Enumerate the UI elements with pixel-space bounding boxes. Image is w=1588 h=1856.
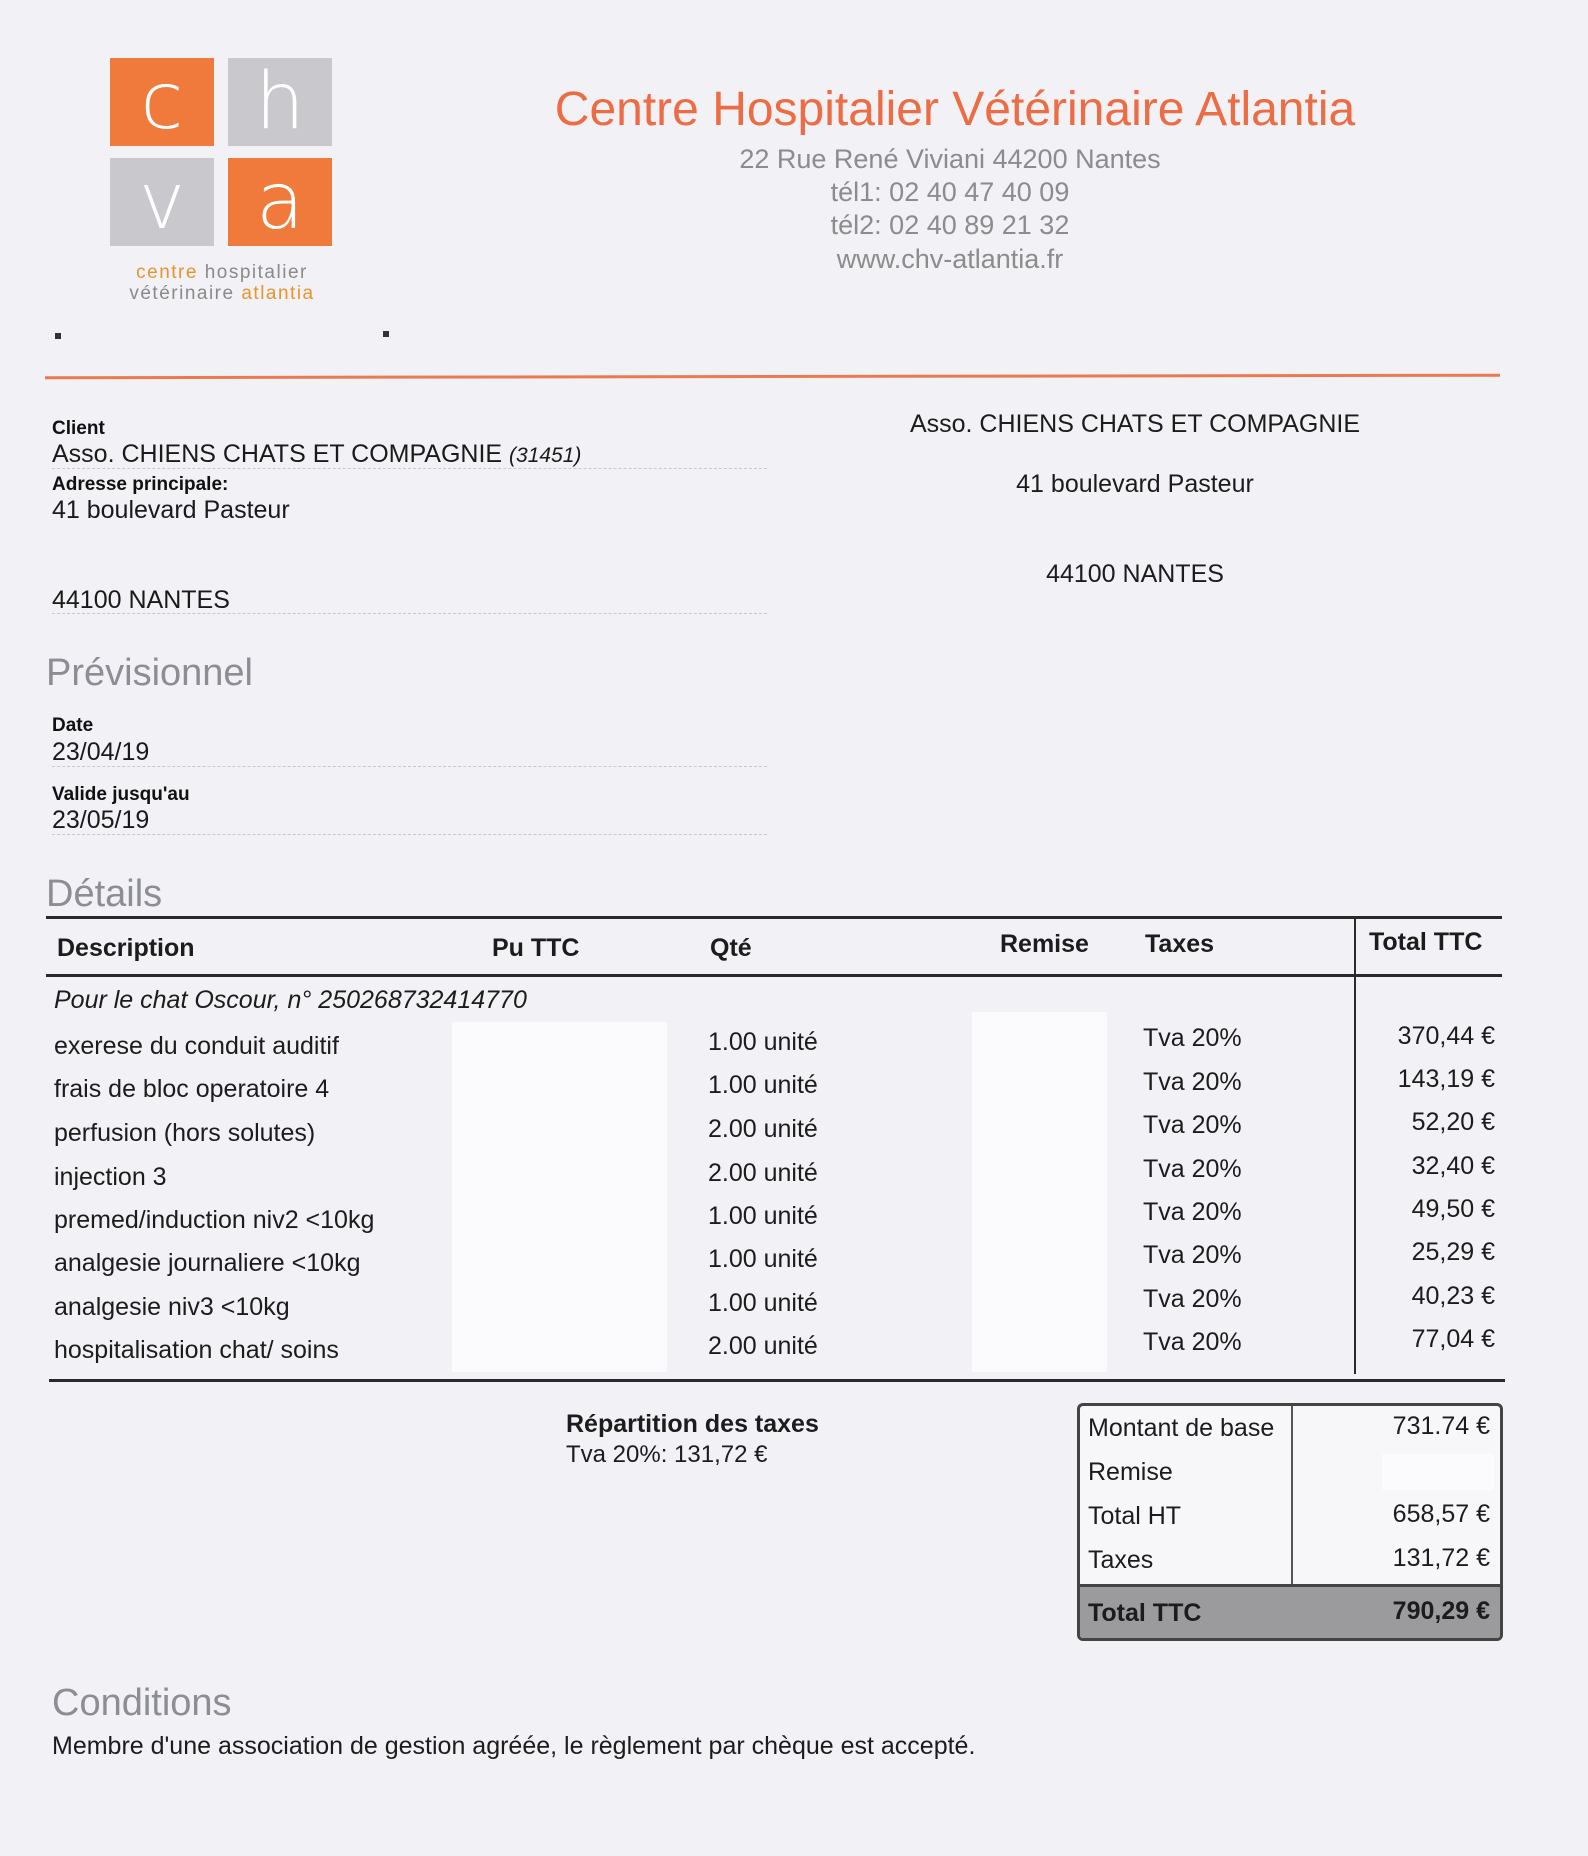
valid-until-label: Valide jusqu'au (52, 784, 190, 805)
totals-row-taxes (1080, 1538, 1500, 1582)
valid-until-date: 23/05/19 (52, 806, 150, 834)
quote-date: 23/04/19 (52, 738, 150, 766)
total-ttc-value: 790,29 € (1392, 1597, 1490, 1625)
header-total-ttc: Total TTC (1369, 928, 1483, 956)
logo-letter-c: c (110, 58, 214, 146)
clinic-address: 22 Rue René Viviani 44200 Nantes (739, 144, 1161, 174)
quote-title: Prévisionnel (46, 652, 253, 694)
row-total: 77,04 € (1411, 1325, 1495, 1353)
client-name-line (52, 440, 581, 469)
row-total: 143,19 € (1397, 1065, 1495, 1093)
client-label: Client (52, 418, 105, 439)
unit-price-blank-column (452, 1022, 667, 1372)
logo-caption-centre: centre (136, 262, 198, 283)
totals-row-ht (1080, 1494, 1500, 1538)
row-tax: Tva 20% (1143, 1198, 1242, 1226)
header-description: Description (57, 934, 195, 962)
client-address-rule (52, 613, 767, 614)
row-description: hospitalisation chat/ soins (54, 1336, 339, 1364)
valid-until-rule (52, 834, 767, 835)
base-amount-value: 731.74 € (1392, 1412, 1490, 1440)
recipient-city: 44100 NANTES (1046, 560, 1224, 588)
row-description: frais de bloc operatoire 4 (54, 1075, 330, 1103)
clinic-name: Centre Hospitalier Vétérinaire Atlantia (554, 83, 1356, 136)
discount-blank-value (1382, 1454, 1494, 1490)
row-tax: Tva 20% (1143, 1285, 1242, 1313)
row-total: 49,50 € (1411, 1195, 1495, 1223)
taxes-value: 131,72 € (1392, 1544, 1490, 1572)
row-tax: Tva 20% (1143, 1328, 1242, 1356)
totals-box (1077, 1403, 1503, 1641)
discount-label: Remise (1088, 1458, 1173, 1486)
header-unit-price: Pu TTC (492, 934, 580, 962)
row-quantity: 1.00 unité (708, 1028, 818, 1056)
client-street: 41 boulevard Pasteur (52, 496, 290, 524)
row-description: exerese du conduit auditif (54, 1032, 339, 1060)
taxes-label: Taxes (1088, 1546, 1154, 1574)
pet-group-label: Pour le chat Oscour, n° 250268732414770 (54, 986, 527, 1014)
clinic-phone-2: tél2: 02 40 89 21 32 (830, 210, 1070, 240)
total-ht-value: 658,57 € (1392, 1500, 1490, 1528)
logo-letter-h: h (228, 58, 332, 146)
total-ttc-label: Total TTC (1088, 1599, 1202, 1627)
totals-row-ttc (1080, 1584, 1500, 1641)
clinic-phone-1: tél1: 02 40 47 40 09 (830, 177, 1070, 207)
row-quantity: 2.00 unité (708, 1115, 818, 1143)
row-total: 32,40 € (1411, 1152, 1495, 1180)
client-name-rule (52, 468, 767, 469)
row-tax: Tva 20% (1143, 1111, 1242, 1139)
logo-letter-v: v (110, 158, 214, 246)
row-total: 25,29 € (1411, 1238, 1495, 1266)
row-description: analgesie journaliere <10kg (54, 1249, 361, 1277)
row-tax: Tva 20% (1143, 1155, 1242, 1183)
header-discount: Remise (1000, 930, 1089, 958)
address-label: Adresse principale: (52, 474, 229, 495)
client-id: (31451) (509, 444, 582, 467)
row-quantity: 2.00 unité (708, 1159, 818, 1187)
details-title: Détails (46, 873, 163, 915)
row-quantity: 1.00 unité (708, 1245, 818, 1273)
corner-mark-right (383, 331, 389, 337)
logo-caption-line2 (108, 283, 336, 304)
logo-caption-hospitalier: hospitalier (197, 262, 308, 283)
header-quantity: Qté (710, 934, 752, 962)
totals-row-base (1080, 1406, 1500, 1450)
recipient-name: Asso. CHIENS CHATS ET COMPAGNIE (909, 410, 1361, 438)
row-tax: Tva 20% (1143, 1068, 1242, 1096)
row-description: analgesie niv3 <10kg (54, 1293, 290, 1321)
recipient-street: 41 boulevard Pasteur (1016, 470, 1254, 498)
row-tax: Tva 20% (1143, 1241, 1242, 1269)
logo-caption-line1 (108, 262, 336, 283)
row-description: perfusion (hors solutes) (54, 1119, 316, 1147)
logo-caption-veterinaire: vétérinaire (129, 283, 242, 304)
clinic-logo (110, 58, 332, 248)
table-top-rule (46, 916, 1502, 919)
totals-row-discount (1080, 1450, 1500, 1494)
clinic-website: www.chv-atlantia.fr (836, 244, 1064, 274)
client-city: 44100 NANTES (52, 586, 230, 614)
logo-caption-atlantia: atlantia (241, 283, 315, 304)
row-total: 40,23 € (1411, 1282, 1495, 1310)
table-header-rule (46, 974, 1502, 977)
date-label: Date (52, 715, 94, 736)
date-rule (52, 766, 767, 767)
header-taxes: Taxes (1145, 930, 1215, 958)
row-description: premed/induction niv2 <10kg (54, 1206, 375, 1234)
row-total: 52,20 € (1411, 1108, 1495, 1136)
header-divider (45, 374, 1500, 380)
discount-blank-column (972, 1012, 1107, 1372)
conditions-text: Membre d'une association de gestion agréée, le règlement par chèque est accepté. (52, 1732, 976, 1760)
client-name: Asso. CHIENS CHATS ET COMPAGNIE (52, 440, 503, 468)
table-bottom-rule (49, 1379, 1505, 1382)
base-amount-label: Montant de base (1088, 1414, 1275, 1442)
total-ht-label: Total HT (1088, 1502, 1182, 1530)
row-tax: Tva 20% (1143, 1024, 1242, 1052)
row-quantity: 1.00 unité (708, 1289, 818, 1317)
conditions-title: Conditions (52, 1682, 232, 1724)
row-description: injection 3 (54, 1163, 167, 1191)
logo-letter-a: a (228, 158, 332, 246)
corner-mark-left (55, 333, 61, 339)
tax-breakdown-title: Répartition des taxes (566, 1410, 819, 1438)
row-quantity: 1.00 unité (708, 1071, 818, 1099)
row-quantity: 1.00 unité (708, 1202, 818, 1230)
tax-breakdown-line: Tva 20%: 131,72 € (566, 1441, 768, 1468)
row-quantity: 2.00 unité (708, 1332, 818, 1360)
row-total: 370,44 € (1397, 1022, 1495, 1050)
